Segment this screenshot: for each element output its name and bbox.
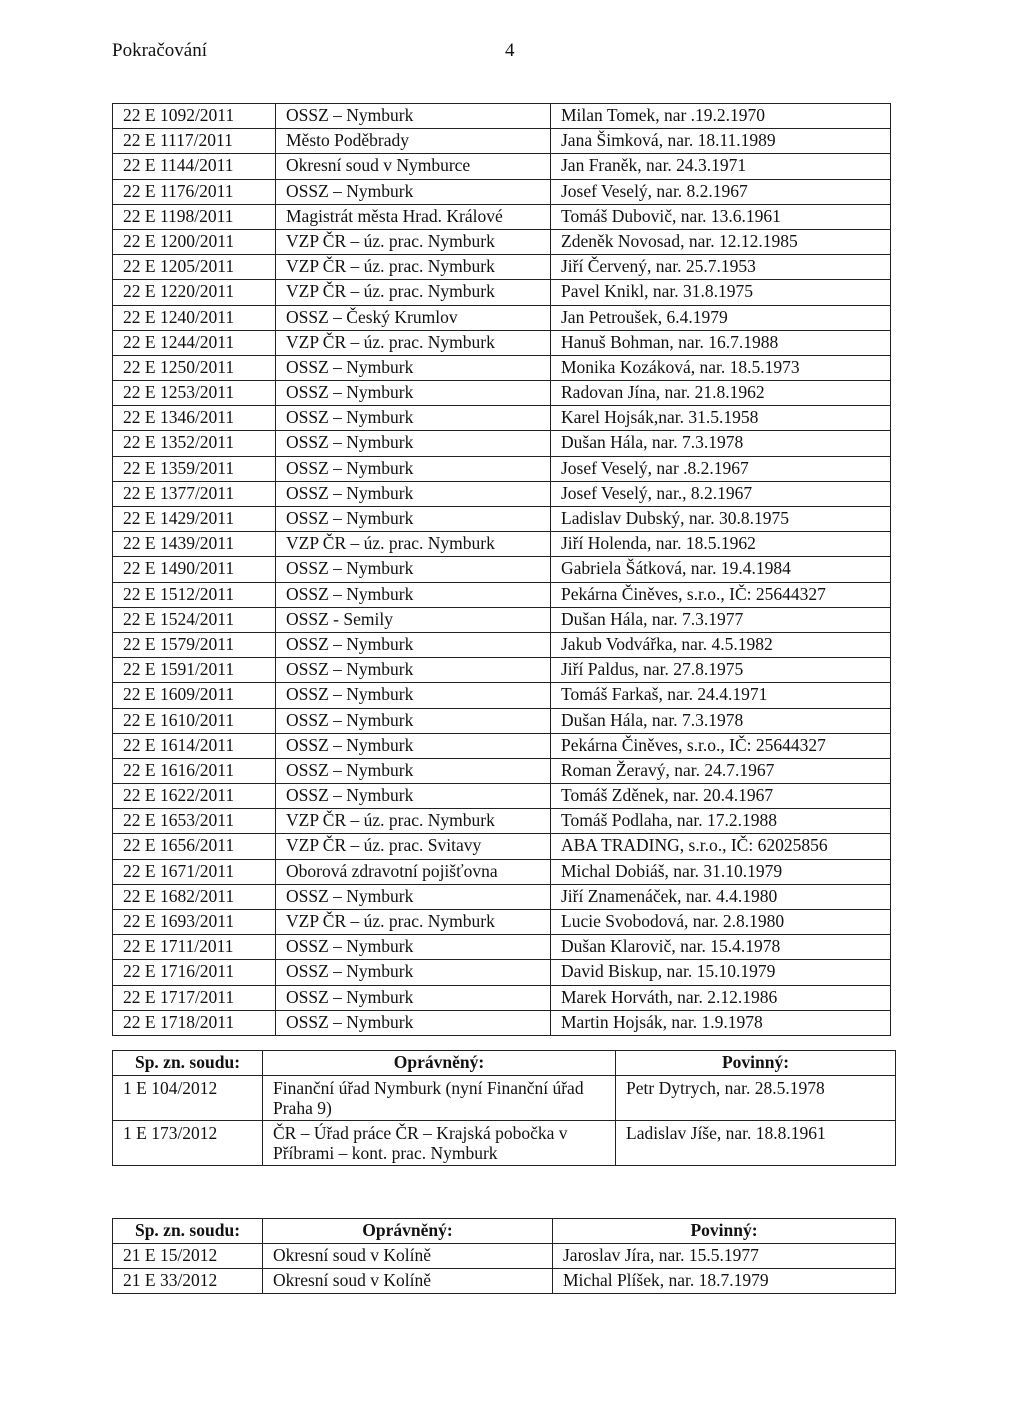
claimant-cell: OSSZ – Nymburk (276, 582, 551, 607)
claimant-cell: OSSZ – Nymburk (276, 557, 551, 582)
debtor-cell: Radovan Jína, nar. 21.8.1962 (551, 381, 891, 406)
debtor-cell: Jana Šimková, nar. 18.11.1989 (551, 129, 891, 154)
claimant-cell: OSSZ – Nymburk (276, 179, 551, 204)
case-number-cell: 22 E 1144/2011 (113, 154, 276, 179)
claimant-cell: VZP ČR – úz. prac. Nymburk (276, 330, 551, 355)
debtor-cell: David Biskup, nar. 15.10.1979 (551, 960, 891, 985)
table-header-row (113, 1219, 896, 1244)
claimant-cell: Oborová zdravotní pojišťovna (276, 859, 551, 884)
claimant-cell: Okresní soud v Nymburce (276, 154, 551, 179)
claimant-cell: VZP ČR – úz. prac. Nymburk (276, 532, 551, 557)
header-case-number: Sp. zn. soudu: (113, 1051, 263, 1076)
debtor-cell: Jiří Znamenáček, nar. 4.4.1980 (551, 884, 891, 909)
debtor-cell: Dušan Hála, nar. 7.3.1977 (551, 607, 891, 632)
table-row (113, 255, 891, 280)
table-row (113, 557, 891, 582)
case-number-cell: 22 E 1614/2011 (113, 733, 276, 758)
case-number-cell: 21 E 33/2012 (113, 1269, 263, 1294)
case-number-cell: 22 E 1176/2011 (113, 179, 276, 204)
case-number-cell: 22 E 1512/2011 (113, 582, 276, 607)
claimant-cell: Magistrát města Hrad. Králové (276, 204, 551, 229)
table-row (113, 758, 891, 783)
table-row (113, 935, 891, 960)
case-number-cell: 22 E 1591/2011 (113, 658, 276, 683)
table-row (113, 1121, 896, 1166)
case-number-cell: 22 E 1205/2011 (113, 255, 276, 280)
debtor-cell: Pekárna Činěves, s.r.o., IČ: 25644327 (551, 733, 891, 758)
table-row (113, 859, 891, 884)
debtor-cell: Ladislav Jíše, nar. 18.8.1961 (616, 1121, 896, 1166)
debtor-cell: Dušan Hála, nar. 7.3.1978 (551, 431, 891, 456)
debtor-cell: Ladislav Dubský, nar. 30.8.1975 (551, 507, 891, 532)
case-table-2012-1e (112, 1050, 896, 1166)
case-number-cell: 22 E 1579/2011 (113, 632, 276, 657)
table-row (113, 1010, 891, 1035)
debtor-cell: Roman Žeravý, nar. 24.7.1967 (551, 758, 891, 783)
case-number-cell: 21 E 15/2012 (113, 1244, 263, 1269)
table-row (113, 683, 891, 708)
table-row (113, 1244, 896, 1269)
case-number-cell: 22 E 1682/2011 (113, 884, 276, 909)
claimant-cell: VZP ČR – úz. prac. Svitavy (276, 834, 551, 859)
debtor-cell: Zdeněk Novosad, nar. 12.12.1985 (551, 229, 891, 254)
debtor-cell: Tomáš Podlaha, nar. 17.2.1988 (551, 809, 891, 834)
table-row (113, 355, 891, 380)
table-row (113, 834, 891, 859)
header-debtor: Povinný: (553, 1219, 896, 1244)
case-number-cell: 22 E 1439/2011 (113, 532, 276, 557)
claimant-cell: VZP ČR – úz. prac. Nymburk (276, 910, 551, 935)
debtor-cell: ABA TRADING, s.r.o., IČ: 62025856 (551, 834, 891, 859)
debtor-cell: Jan Petroušek, 6.4.1979 (551, 305, 891, 330)
case-number-cell: 22 E 1198/2011 (113, 204, 276, 229)
case-number-cell: 22 E 1092/2011 (113, 104, 276, 129)
table-row (113, 431, 891, 456)
table-row (113, 481, 891, 506)
claimant-cell: OSSZ – Nymburk (276, 784, 551, 809)
claimant-cell: OSSZ – Nymburk (276, 1010, 551, 1035)
claimant-cell: VZP ČR – úz. prac. Nymburk (276, 255, 551, 280)
debtor-cell: Lucie Svobodová, nar. 2.8.1980 (551, 910, 891, 935)
claimant-cell: Finanční úřad Nymburk (nyní Finanční úřad Praha 9) (263, 1076, 616, 1121)
table-row (113, 1269, 896, 1294)
debtor-cell: Monika Kozáková, nar. 18.5.1973 (551, 355, 891, 380)
case-number-cell: 22 E 1240/2011 (113, 305, 276, 330)
case-number-cell: 22 E 1524/2011 (113, 607, 276, 632)
claimant-cell: OSSZ – Nymburk (276, 507, 551, 532)
case-number-cell: 22 E 1377/2011 (113, 481, 276, 506)
claimant-cell: Okresní soud v Kolíně (263, 1269, 553, 1294)
debtor-cell: Josef Veselý, nar .8.2.1967 (551, 456, 891, 481)
case-number-cell: 22 E 1346/2011 (113, 406, 276, 431)
table-row (113, 381, 891, 406)
case-number-cell: 22 E 1693/2011 (113, 910, 276, 935)
table-row (113, 104, 891, 129)
claimant-cell: OSSZ – Nymburk (276, 884, 551, 909)
page-title: Pokračování (112, 40, 207, 61)
debtor-cell: Dušan Hála, nar. 7.3.1978 (551, 708, 891, 733)
table-row (113, 632, 891, 657)
claimant-cell: OSSZ – Nymburk (276, 481, 551, 506)
debtor-cell: Pavel Knikl, nar. 31.8.1975 (551, 280, 891, 305)
claimant-cell: OSSZ - Semily (276, 607, 551, 632)
debtor-cell: Tomáš Zděnek, nar. 20.4.1967 (551, 784, 891, 809)
table-row (113, 305, 891, 330)
claimant-cell: OSSZ – Nymburk (276, 104, 551, 129)
debtor-cell: Jakub Vodvářka, nar. 4.5.1982 (551, 632, 891, 657)
case-number-cell: 22 E 1718/2011 (113, 1010, 276, 1035)
case-number-cell: 22 E 1253/2011 (113, 381, 276, 406)
claimant-cell: OSSZ – Nymburk (276, 355, 551, 380)
claimant-cell: OSSZ – Český Krumlov (276, 305, 551, 330)
debtor-cell: Karel Hojsák,nar. 31.5.1958 (551, 406, 891, 431)
table-row (113, 809, 891, 834)
case-number-cell: 22 E 1244/2011 (113, 330, 276, 355)
debtor-cell: Milan Tomek, nar .19.2.1970 (551, 104, 891, 129)
table-row (113, 607, 891, 632)
table-row (113, 733, 891, 758)
debtor-cell: Michal Dobiáš, nar. 31.10.1979 (551, 859, 891, 884)
case-number-cell: 22 E 1671/2011 (113, 859, 276, 884)
case-table-2012-21e (112, 1218, 896, 1294)
claimant-cell: VZP ČR – úz. prac. Nymburk (276, 809, 551, 834)
debtor-cell: Gabriela Šátková, nar. 19.4.1984 (551, 557, 891, 582)
case-number-cell: 22 E 1609/2011 (113, 683, 276, 708)
claimant-cell: OSSZ – Nymburk (276, 406, 551, 431)
table-row (113, 985, 891, 1010)
case-number-cell: 22 E 1717/2011 (113, 985, 276, 1010)
claimant-cell: OSSZ – Nymburk (276, 985, 551, 1010)
header-case-number: Sp. zn. soudu: (113, 1219, 263, 1244)
case-number-cell: 22 E 1610/2011 (113, 708, 276, 733)
table-row (113, 1076, 896, 1121)
case-number-cell: 22 E 1200/2011 (113, 229, 276, 254)
debtor-cell: Josef Veselý, nar. 8.2.1967 (551, 179, 891, 204)
table-row (113, 280, 891, 305)
case-number-cell: 22 E 1656/2011 (113, 834, 276, 859)
claimant-cell: OSSZ – Nymburk (276, 960, 551, 985)
table-row (113, 658, 891, 683)
table-row (113, 884, 891, 909)
case-number-cell: 22 E 1616/2011 (113, 758, 276, 783)
table-row (113, 406, 891, 431)
case-number-cell: 22 E 1490/2011 (113, 557, 276, 582)
debtor-cell: Martin Hojsák, nar. 1.9.1978 (551, 1010, 891, 1035)
table-header-row (113, 1051, 896, 1076)
claimant-cell: Okresní soud v Kolíně (263, 1244, 553, 1269)
case-number-cell: 1 E 173/2012 (113, 1121, 263, 1166)
case-number-cell: 1 E 104/2012 (113, 1076, 263, 1121)
table-row (113, 456, 891, 481)
claimant-cell: OSSZ – Nymburk (276, 935, 551, 960)
claimant-cell: OSSZ – Nymburk (276, 758, 551, 783)
table-row (113, 532, 891, 557)
debtor-cell: Michal Plíšek, nar. 18.7.1979 (553, 1269, 896, 1294)
case-number-cell: 22 E 1711/2011 (113, 935, 276, 960)
table-row (113, 507, 891, 532)
header-claimant: Oprávněný: (263, 1219, 553, 1244)
claimant-cell: OSSZ – Nymburk (276, 456, 551, 481)
claimant-cell: OSSZ – Nymburk (276, 683, 551, 708)
table-row (113, 229, 891, 254)
claimant-cell: OSSZ – Nymburk (276, 431, 551, 456)
claimant-cell: OSSZ – Nymburk (276, 658, 551, 683)
claimant-cell: OSSZ – Nymburk (276, 708, 551, 733)
case-number-cell: 22 E 1250/2011 (113, 355, 276, 380)
case-number-cell: 22 E 1716/2011 (113, 960, 276, 985)
case-number-cell: 22 E 1359/2011 (113, 456, 276, 481)
table-row (113, 784, 891, 809)
debtor-cell: Jiří Holenda, nar. 18.5.1962 (551, 532, 891, 557)
claimant-cell: VZP ČR – úz. prac. Nymburk (276, 229, 551, 254)
claimant-cell: OSSZ – Nymburk (276, 381, 551, 406)
debtor-cell: Jaroslav Jíra, nar. 15.5.1977 (553, 1244, 896, 1269)
table-row (113, 129, 891, 154)
table-row (113, 179, 891, 204)
table-row (113, 910, 891, 935)
case-number-cell: 22 E 1352/2011 (113, 431, 276, 456)
debtor-cell: Petr Dytrych, nar. 28.5.1978 (616, 1076, 896, 1121)
case-number-cell: 22 E 1429/2011 (113, 507, 276, 532)
header-claimant: Oprávněný: (263, 1051, 616, 1076)
debtor-cell: Tomáš Farkaš, nar. 24.4.1971 (551, 683, 891, 708)
case-number-cell: 22 E 1653/2011 (113, 809, 276, 834)
debtor-cell: Marek Horváth, nar. 2.12.1986 (551, 985, 891, 1010)
case-number-cell: 22 E 1117/2011 (113, 129, 276, 154)
header-debtor: Povinný: (616, 1051, 896, 1076)
table-row (113, 330, 891, 355)
debtor-cell: Dušan Klarovič, nar. 15.4.1978 (551, 935, 891, 960)
case-number-cell: 22 E 1622/2011 (113, 784, 276, 809)
page-header (112, 40, 542, 70)
debtor-cell: Jan Franěk, nar. 24.3.1971 (551, 154, 891, 179)
debtor-cell: Jiří Červený, nar. 25.7.1953 (551, 255, 891, 280)
claimant-cell: OSSZ – Nymburk (276, 632, 551, 657)
table-row (113, 204, 891, 229)
main-case-table-body (113, 104, 891, 1036)
claimant-cell: VZP ČR – úz. prac. Nymburk (276, 280, 551, 305)
claimant-cell: OSSZ – Nymburk (276, 733, 551, 758)
claimant-cell: ČR – Úřad práce ČR – Krajská pobočka v Příbrami – kont. prac. Nymburk (263, 1121, 616, 1166)
debtor-cell: Hanuš Bohman, nar. 16.7.1988 (551, 330, 891, 355)
debtor-cell: Jiří Paldus, nar. 27.8.1975 (551, 658, 891, 683)
debtor-cell: Tomáš Dubovič, nar. 13.6.1961 (551, 204, 891, 229)
table-row (113, 154, 891, 179)
page-number: 4 (505, 40, 515, 61)
table-row (113, 582, 891, 607)
debtor-cell: Josef Veselý, nar., 8.2.1967 (551, 481, 891, 506)
table-row (113, 960, 891, 985)
claimant-cell: Město Poděbrady (276, 129, 551, 154)
debtor-cell: Pekárna Činěves, s.r.o., IČ: 25644327 (551, 582, 891, 607)
main-case-table (112, 103, 891, 1036)
table-row (113, 708, 891, 733)
case-number-cell: 22 E 1220/2011 (113, 280, 276, 305)
